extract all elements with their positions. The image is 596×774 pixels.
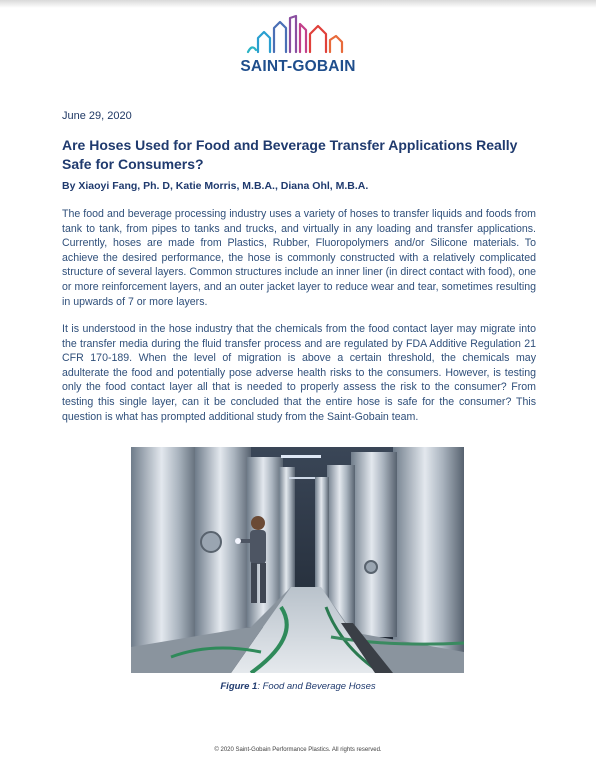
figure-food-beverage-hoses-photo [131, 447, 464, 673]
article-title: Are Hoses Used for Food and Beverage Transfer Applications Really Safe for Consumers? [62, 137, 518, 172]
figure-caption-label: Figure 1 [220, 681, 258, 692]
saint-gobain-logo [228, 14, 368, 80]
figure-caption-text: : Food and Beverage Hoses [257, 681, 376, 692]
paragraph-intro: The food and beverage processing industry uses a variety of hoses to transfer liquids and foods from tank to tank, from pipes to tanks and trucks, and virtually in any loading and transfer applications. Currently, hoses are made from Plastics, Rubber, Fluoropolymers and/or Silicone materials. To achieve the desired performance, the hose is commonly constructed with a relatively complicated structure of several layers. Common structures include an inner liner (in direct contact with food), one or more reinforcement layers, and an outer jacket layer to reduce wear and tear, sometimes resulting in upwards of 7 or more layers. [62, 208, 536, 308]
logo-skyline-icon [246, 14, 350, 56]
logo-wordmark: SAINT-GOBAIN [240, 58, 356, 75]
article-authors: By Xiaoyi Fang, Ph. D, Katie Morris, M.B.A., Diana Ohl, M.B.A. [62, 180, 369, 192]
paragraph-migration: It is understood in the hose industry that the chemicals from the food contact layer may migrate into the transfer media during the fluid transfer process and are regulated by FDA Additive Regulation 21 CFR 170-189. When the level of migration is above a certain threshold, the chemicals may adulterate the food and potentially pose adverse health risks to the consumers. However, is testing only the food contact layer all that is needed to properly assess the risk to the consumer? From testing this single layer, can it be concluded that the entire hose is safe for the consumer? This question is what has prompted additional study from the Saint-Gobain team. [62, 323, 536, 423]
figure-caption [0, 681, 596, 692]
page-top-shadow [0, 0, 596, 8]
article-date: June 29, 2020 [62, 110, 132, 122]
copyright-footer: © 2020 Saint-Gobain Performance Plastics. All rights reserved. [214, 747, 382, 753]
